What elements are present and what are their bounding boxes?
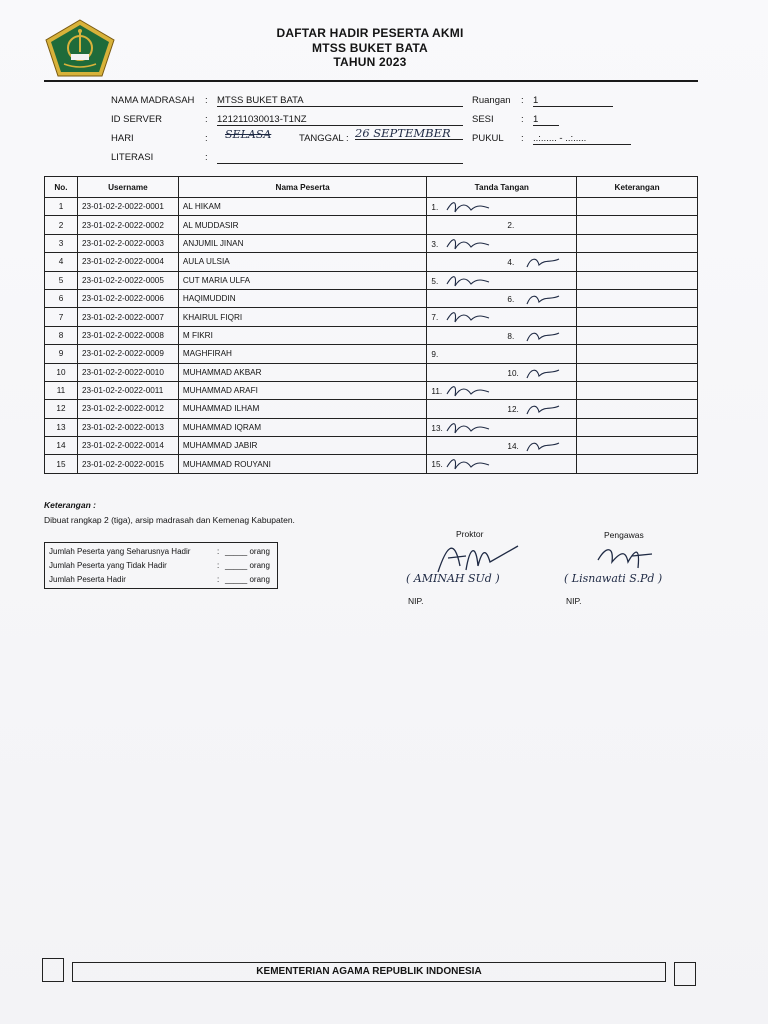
signature-number: 8. <box>507 331 515 341</box>
summary-present-value: _____ orang <box>225 575 270 584</box>
table-row <box>45 326 698 344</box>
sesi-label: SESI <box>472 114 494 125</box>
row-nama-peserta: KHAIRUL FIQRI <box>178 308 427 326</box>
signature-number: 1. <box>431 203 439 212</box>
pengawas-name: ( Lisnawati S.Pd ) <box>564 572 663 585</box>
row-tanda-tangan <box>427 326 577 344</box>
notes-text: Dibuat rangkap 2 (tiga), arsip madrasah dan Kemenag Kabupaten. <box>44 515 295 525</box>
row-tanda-tangan <box>427 400 577 418</box>
tanggal-label: TANGGAL : <box>299 133 349 144</box>
table-row <box>45 289 698 307</box>
signature-scribble <box>443 235 495 253</box>
col-header-no: No. <box>45 177 78 198</box>
proktor-nip-label: NIP. <box>408 596 424 606</box>
ruangan-value: 1 <box>533 95 613 107</box>
row-keterangan <box>577 400 698 418</box>
colon: : <box>205 114 208 125</box>
col-header-keterangan: Keterangan <box>577 177 698 198</box>
ruangan-label: Ruangan <box>472 95 511 106</box>
signature-number: 2. <box>507 221 515 231</box>
document-title <box>200 26 540 70</box>
row-username: 23-01-02-2-0022-0010 <box>77 363 178 381</box>
table-header-row <box>45 177 698 198</box>
row-keterangan <box>577 455 698 473</box>
colon: : <box>205 133 208 144</box>
signature-number: 6. <box>507 294 515 304</box>
row-username: 23-01-02-2-0022-0002 <box>77 216 178 234</box>
row-username: 23-01-02-2-0022-0014 <box>77 437 178 455</box>
col-header-username: Username <box>77 177 178 198</box>
summary-absent-value: _____ orang <box>225 561 270 570</box>
row-tanda-tangan <box>427 437 577 455</box>
table-row <box>45 345 698 363</box>
row-keterangan <box>577 418 698 436</box>
row-username: 23-01-02-2-0022-0006 <box>77 289 178 307</box>
info-right <box>472 95 642 147</box>
signature-number: 11. <box>431 386 443 396</box>
notes-heading: Keterangan : <box>44 500 96 510</box>
row-number: 7 <box>45 308 78 326</box>
signature-number: 3. <box>431 239 439 249</box>
row-number: 12 <box>45 400 78 418</box>
row-keterangan <box>577 216 698 234</box>
table-row <box>45 418 698 436</box>
literasi-label: LITERASI <box>111 152 154 163</box>
proktor-name: ( AMINAH SUd ) <box>406 572 500 585</box>
row-nama-peserta: AULA ULSIA <box>178 253 427 271</box>
signature-scribble <box>443 198 495 216</box>
row-nama-peserta: MUHAMMAD IQRAM <box>178 418 427 436</box>
row-number: 15 <box>45 455 78 473</box>
table-row <box>45 381 698 399</box>
signature-number: 4. <box>507 258 515 268</box>
row-number: 3 <box>45 234 78 252</box>
row-username: 23-01-02-2-0022-0007 <box>77 308 178 326</box>
info-left <box>111 95 471 165</box>
row-nama-peserta: MUHAMMAD ARAFI <box>178 381 427 399</box>
row-tanda-tangan <box>427 363 577 381</box>
row-tanda-tangan <box>427 271 577 289</box>
title-line-2: MTSS BUKET BATA <box>312 40 428 55</box>
row-nama-peserta: AL MUDDASIR <box>178 216 427 234</box>
proktor-signature-block <box>406 526 546 606</box>
table-row <box>45 253 698 271</box>
colon: : <box>521 114 524 125</box>
row-tanda-tangan <box>427 345 577 363</box>
row-nama-peserta: MUHAMMAD AKBAR <box>178 363 427 381</box>
row-nama-peserta: AL HIKAM <box>178 198 427 216</box>
literasi-value <box>217 152 463 164</box>
row-number: 2 <box>45 216 78 234</box>
row-username: 23-01-02-2-0022-0004 <box>77 253 178 271</box>
row-keterangan <box>577 381 698 399</box>
row-number: 4 <box>45 253 78 271</box>
row-username: 23-01-02-2-0022-0012 <box>77 400 178 418</box>
signature-scribble <box>443 382 495 400</box>
tanggal-value: 26 SEPTEMBER <box>355 128 463 140</box>
signature-number: 10. <box>507 368 519 378</box>
footer-checkbox-right <box>674 962 696 986</box>
signature-scribble <box>523 400 575 418</box>
signature-number: 12. <box>507 405 519 415</box>
row-keterangan <box>577 198 698 216</box>
row-keterangan <box>577 326 698 344</box>
colon: : <box>521 95 524 106</box>
row-keterangan <box>577 234 698 252</box>
row-number: 5 <box>45 271 78 289</box>
signature-scribble <box>443 272 495 290</box>
row-tanda-tangan <box>427 216 577 234</box>
signature-scribble <box>523 290 575 308</box>
row-keterangan <box>577 253 698 271</box>
table-row <box>45 363 698 381</box>
row-nama-peserta: MUHAMMAD ILHAM <box>178 400 427 418</box>
row-keterangan <box>577 437 698 455</box>
pukul-value: ..:...... - ..:..... <box>533 133 631 145</box>
col-header-nama: Nama Peserta <box>178 177 427 198</box>
nama-madrasah-label: NAMA MADRASAH <box>111 95 195 106</box>
colon: : <box>217 575 220 584</box>
table-row <box>45 271 698 289</box>
colon: : <box>217 561 220 570</box>
colon: : <box>205 152 208 163</box>
signature-number: 7. <box>431 313 439 323</box>
row-keterangan <box>577 308 698 326</box>
row-username: 23-01-02-2-0022-0011 <box>77 381 178 399</box>
row-number: 10 <box>45 363 78 381</box>
footer-checkbox-left <box>42 958 64 982</box>
row-tanda-tangan <box>427 381 577 399</box>
signature-scribble <box>523 364 575 382</box>
row-username: 23-01-02-2-0022-0001 <box>77 198 178 216</box>
notes <box>44 500 295 525</box>
signature-number: 14. <box>507 442 519 452</box>
row-nama-peserta: M FIKRI <box>178 326 427 344</box>
row-nama-peserta: MUHAMMAD JABIR <box>178 437 427 455</box>
footer-title: KEMENTERIAN AGAMA REPUBLIK INDONESIA <box>72 962 666 982</box>
table-body <box>45 198 698 474</box>
id-server-value: 121211030013-T1NZ <box>217 114 463 126</box>
table-row <box>45 437 698 455</box>
pengawas-nip-label: NIP. <box>566 596 582 606</box>
row-keterangan <box>577 363 698 381</box>
signature-number: 15. <box>431 460 443 470</box>
colon: : <box>217 547 220 556</box>
row-keterangan <box>577 345 698 363</box>
row-number: 9 <box>45 345 78 363</box>
signature-scribble <box>523 327 575 345</box>
pengawas-signature-scribble <box>592 538 662 572</box>
sesi-value: 1 <box>533 114 559 126</box>
pukul-label: PUKUL <box>472 133 504 144</box>
hari-label: HARI <box>111 133 134 144</box>
row-number: 11 <box>45 381 78 399</box>
signature-scribble <box>443 308 495 326</box>
row-number: 8 <box>45 326 78 344</box>
row-tanda-tangan <box>427 234 577 252</box>
colon: : <box>521 133 524 144</box>
summary-expected-value: _____ orang <box>225 547 270 556</box>
row-nama-peserta: MAGHFIRAH <box>178 345 427 363</box>
table-row <box>45 216 698 234</box>
row-username: 23-01-02-2-0022-0005 <box>77 271 178 289</box>
pengawas-signature-block <box>564 526 704 606</box>
signature-scribble <box>443 419 495 437</box>
row-username: 23-01-02-2-0022-0003 <box>77 234 178 252</box>
row-tanda-tangan <box>427 455 577 473</box>
row-number: 1 <box>45 198 78 216</box>
title-line-1: DAFTAR HADIR PESERTA AKMI <box>276 26 464 40</box>
row-number: 14 <box>45 437 78 455</box>
header-divider <box>44 80 698 82</box>
kemenag-logo <box>44 18 116 78</box>
attendance-table <box>44 176 698 474</box>
table-row <box>45 400 698 418</box>
colon: : <box>205 95 208 106</box>
row-username: 23-01-02-2-0022-0009 <box>77 345 178 363</box>
row-tanda-tangan <box>427 198 577 216</box>
col-header-tanda-tangan: Tanda Tangan <box>427 177 577 198</box>
table-row <box>45 455 698 473</box>
row-number: 13 <box>45 418 78 436</box>
table-row <box>45 198 698 216</box>
row-nama-peserta: ANJUMIL JINAN <box>178 234 427 252</box>
id-server-label: ID SERVER <box>111 114 163 125</box>
summary-present-label: Jumlah Peserta Hadir <box>49 575 126 584</box>
nama-madrasah-value: MTSS BUKET BATA <box>217 95 463 107</box>
summary-absent-label: Jumlah Peserta yang Tidak Hadir <box>49 561 167 570</box>
summary-expected-label: Jumlah Peserta yang Seharusnya Hadir <box>49 547 191 556</box>
row-nama-peserta: HAQIMUDDIN <box>178 289 427 307</box>
signature-number: 9. <box>431 350 439 360</box>
title-line-3: TAHUN 2023 <box>333 55 407 69</box>
signature-number: 13. <box>431 423 443 433</box>
signature-scribble <box>443 455 495 473</box>
row-tanda-tangan <box>427 289 577 307</box>
row-nama-peserta: MUHAMMAD ROUYANI <box>178 455 427 473</box>
table-row <box>45 234 698 252</box>
proktor-signature-scribble <box>426 526 536 578</box>
signature-number: 5. <box>431 276 439 286</box>
row-keterangan <box>577 271 698 289</box>
hari-value: SELASA <box>225 128 272 141</box>
row-tanda-tangan <box>427 308 577 326</box>
row-nama-peserta: CUT MARIA ULFA <box>178 271 427 289</box>
table-row <box>45 308 698 326</box>
pengawas-label: Pengawas <box>604 530 644 540</box>
attendance-summary <box>44 542 278 589</box>
row-number: 6 <box>45 289 78 307</box>
proktor-label: Proktor <box>456 529 484 539</box>
signature-scribble <box>523 437 575 455</box>
row-keterangan <box>577 289 698 307</box>
row-username: 23-01-02-2-0022-0013 <box>77 418 178 436</box>
row-tanda-tangan <box>427 418 577 436</box>
row-username: 23-01-02-2-0022-0008 <box>77 326 178 344</box>
row-tanda-tangan <box>427 253 577 271</box>
row-username: 23-01-02-2-0022-0015 <box>77 455 178 473</box>
signature-scribble <box>523 253 575 271</box>
